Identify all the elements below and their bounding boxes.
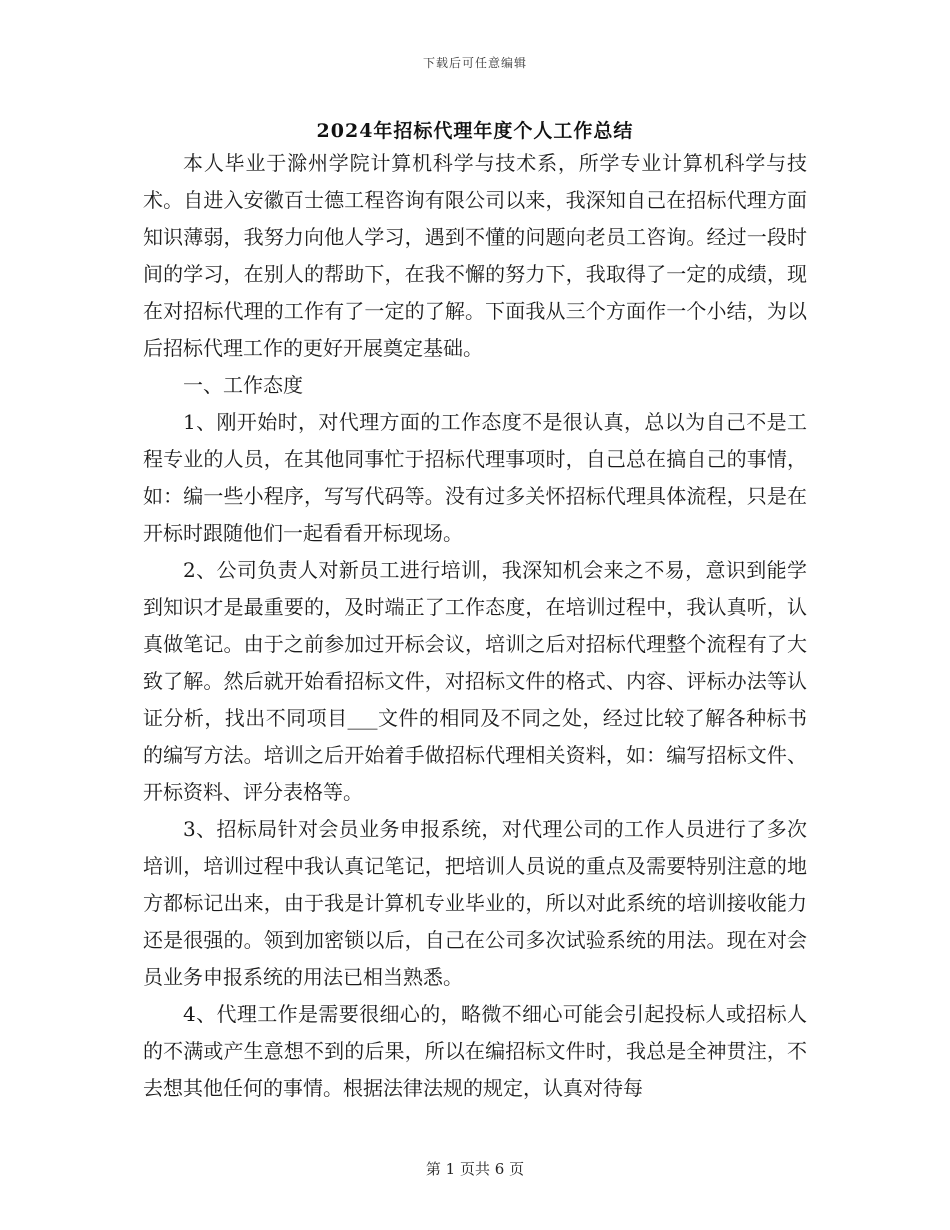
paragraph-intro: 本人毕业于滁州学院计算机科学与技术系，所学专业计算机科学与技术。自进入安徽百士德工程咨询有限公司以来，我深知自己在招标代理方面知识薄弱，我努力向他人学习，遇到不懂的问题向老员工咨询。经过一段时间的学习，在别人的帮助下，在我不懈的努力下，我取得了一定的成绩，现在对招标代理的工作有了一定的了解。下面我从三个方面作一个小结，为以后招标代理工作的更好开展奠定基础。 [143,151,807,360]
paragraph-item-4: 4、代理工作是需要很细心的，略微不细心可能会引起投标人或招标人的不满或产生意想不到的后果，所以在编招标文件时，我总是全神贯注，不去想其他任何的事情。根据法律法规的规定，认真对待每 [143,1002,807,1100]
paragraph-item-3: 3、招标局针对会员业务申报系统，对代理公司的工作人员进行了多次培训，培训过程中我认真记笔记，把培训人员说的重点及需要特别注意的地方都标记出来，由于我是计算机专业毕业的，所以对此系统的培训接收能力还是很强的。领到加密锁以后，自己在公司多次试验系统的用法。现在对会员业务申报系统的用法已相当熟悉。 [143,817,807,989]
paragraph-item-2: 2、公司负责人对新员工进行培训，我深知机会来之不易，意识到能学到知识才是最重要的，及时端正了工作态度，在培训过程中，我认真听，认真做笔记。由于之前参加过开标会议，培训之后对招标代理整个流程有了大致了解。然后就开始看招标文件，对招标文件的格式、内容、评标办法等认证分析，找出不同项目___文件的相同及不同之处，经过比较了解各种标书的编写方法。培训之后开始着手做招标代理相关资料，如：编写招标文件、开标资料、评分表格等。 [143,558,807,804]
page-number: 第 1 页共 6 页 [425,1160,525,1178]
document-body [143,145,807,1107]
section-heading-work-attitude: 一、工作态度 [183,373,303,397]
header-note: 下载后可任意编辑 [422,56,527,70]
document-title: 2024年招标代理年度个人工作总结 [316,120,634,142]
paragraph-item-1: 1、刚开始时，对代理方面的工作态度不是很认真，总以为自己不是工程专业的人员，在其他同事忙于招标代理事项时，自己总在搞自己的事情，如：编一些小程序，写写代码等。没有过多关怀招标代理具体流程，只是在开标时跟随他们一起看看开标现场。 [143,410,807,545]
